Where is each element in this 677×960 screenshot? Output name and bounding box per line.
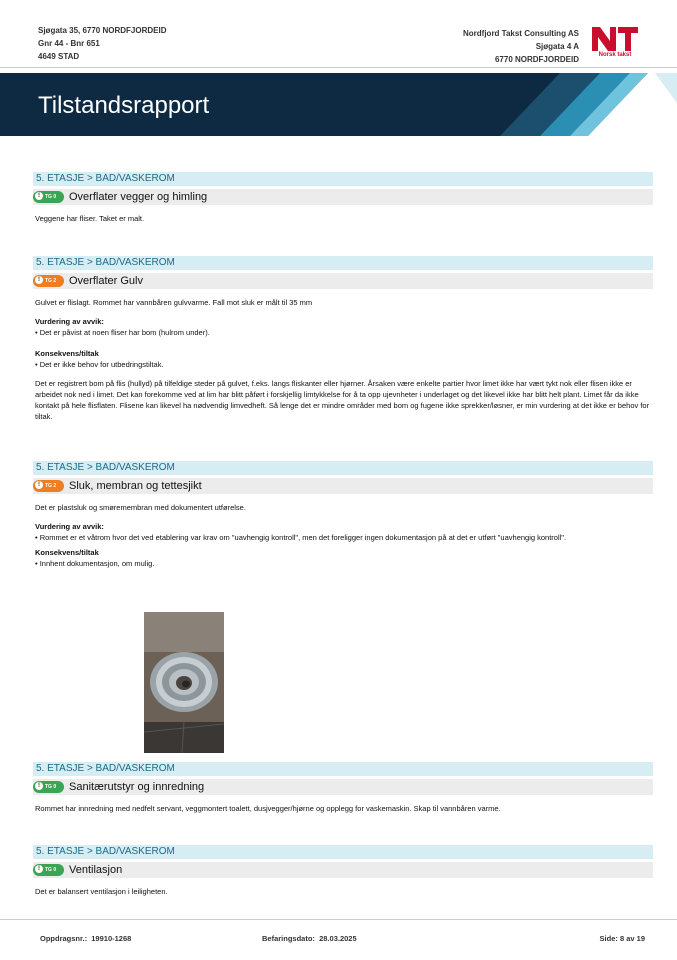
report-section bbox=[33, 172, 653, 224]
section-title: Overflater vegger og himling bbox=[69, 191, 208, 203]
company-city: 6770 NORDFJORDEID bbox=[494, 55, 579, 64]
grade-badge: ! TG 0 bbox=[33, 864, 64, 876]
address-line-2: Gnr 44 - Bnr 651 bbox=[38, 39, 100, 48]
info-icon: ! bbox=[35, 782, 43, 790]
logo-caption: Norsk takst bbox=[598, 52, 632, 58]
section-title: Sluk, membran og tettesjikt bbox=[69, 480, 202, 492]
section-heading bbox=[33, 189, 653, 205]
section-title: Overflater Gulv bbox=[69, 275, 143, 287]
deviation-label: Vurdering av avvik: bbox=[35, 522, 104, 531]
grade-badge: ! TG 2 bbox=[33, 275, 64, 287]
company-name: Nordfjord Takst Consulting AS bbox=[463, 29, 579, 38]
section-heading bbox=[33, 862, 653, 878]
section-path: 5. ETASJE > BAD/VASKEROM bbox=[33, 256, 653, 270]
section-path: 5. ETASJE > BAD/VASKEROM bbox=[33, 461, 653, 475]
section-path: 5. ETASJE > BAD/VASKEROM bbox=[33, 172, 653, 186]
section-path: 5. ETASJE > BAD/VASKEROM bbox=[33, 762, 653, 776]
section-title: Sanitærutstyr og innredning bbox=[69, 781, 205, 793]
address-line-1: Sjøgata 35, 6770 NORDFJORDEID bbox=[38, 26, 167, 35]
drain-photo[interactable] bbox=[144, 612, 224, 753]
grade-badge: ! TG 0 bbox=[33, 191, 64, 203]
assignment-value: 19910-1268 bbox=[91, 934, 132, 943]
assignment-number bbox=[40, 934, 131, 943]
page-title: Tilstandsrapport bbox=[38, 92, 210, 119]
report-section bbox=[33, 461, 653, 569]
header-divider bbox=[0, 67, 677, 68]
info-icon: ! bbox=[35, 481, 43, 489]
page-label: Side: bbox=[599, 934, 618, 943]
assignment-label: Oppdragsnr.: bbox=[40, 934, 88, 943]
inspection-label: Befaringsdato: bbox=[262, 934, 315, 943]
section-path: 5. ETASJE > BAD/VASKEROM bbox=[33, 845, 653, 859]
section-extra-text: Det er registrert bom på flis (hullyd) på tilfeldige steder på gulvet, f.eks. langs fliskanter eller hjørner. Årsaken være enkelte partier hvor limet ikke har vært tykt nok eller flisen ikke er arbeidet nok ned i limet. Det kan forekomme ved at lim har blitt påført i forskjellig limtykkelse for å ta opp ujevnheter i underlaget og det likevel ikke har blitt helt plant. Limet får da ikke kontakt på hele flisflaten. Flisene kan likevel ha nødvendig limvedheft. Så lenge det er mindre områder med bom og fugene ikke sprekker/løsner, er min vurdering at det ikke er behov for tiltak. bbox=[35, 379, 650, 421]
grade-badge: ! TG 0 bbox=[33, 781, 64, 793]
inspection-value: 28.03.2025 bbox=[319, 934, 357, 943]
deviation-text: • Rommet er et våtrom hvor det ved etablering var krav om "uavhengig kontroll", men det foreligger ingen dokumentasjon på at det er utført "uavhengig kontroll". bbox=[35, 533, 567, 542]
deviation-text: • Det er påvist at noen fliser har bom (hulrom under). bbox=[35, 328, 210, 337]
company-street: Sjøgata 4 A bbox=[535, 42, 579, 51]
address-line-3: 4649 STAD bbox=[38, 52, 80, 61]
consequence-text: • Innhent dokumentasjon, om mulig. bbox=[35, 559, 155, 568]
report-section bbox=[33, 845, 653, 897]
inspection-date bbox=[262, 934, 357, 943]
section-heading bbox=[33, 273, 653, 289]
section-text: Det er plastsluk og smøremembran med dokumentert utførelse. bbox=[35, 503, 246, 512]
section-text: Det er balansert ventilasjon i leiligheten. bbox=[35, 887, 168, 896]
section-text: Veggene har fliser. Taket er malt. bbox=[35, 214, 145, 223]
page-number bbox=[600, 934, 645, 943]
consequence-label: Konsekvens/tiltak bbox=[35, 349, 99, 358]
section-heading bbox=[33, 779, 653, 795]
page-value: 8 av 19 bbox=[619, 934, 645, 943]
deviation-label: Vurdering av avvik: bbox=[35, 317, 104, 326]
info-icon: ! bbox=[35, 192, 43, 200]
report-section bbox=[33, 762, 653, 814]
company-address bbox=[463, 27, 579, 66]
grade-badge: ! TG 2 bbox=[33, 480, 64, 492]
info-icon: ! bbox=[35, 865, 43, 873]
consequence-text: • Det er ikke behov for utbedringstiltak. bbox=[35, 360, 164, 369]
property-address bbox=[38, 24, 166, 63]
section-text: Gulvet er flislagt. Rommet har vannbåren gulvvarme. Fall mot sluk er målt til 35 mm bbox=[35, 298, 313, 307]
consequence-label: Konsekvens/tiltak bbox=[35, 548, 99, 557]
section-text: Rommet har innredning med nedfelt servant, veggmontert toalett, dusjvegger/hjørne og opplegg for vaskemaskin. Skap til vannbåren varme. bbox=[35, 804, 501, 813]
section-title: Ventilasjon bbox=[69, 864, 123, 876]
section-heading bbox=[33, 478, 653, 494]
footer-divider bbox=[0, 919, 677, 920]
info-icon: ! bbox=[35, 276, 43, 284]
report-section bbox=[33, 256, 653, 422]
